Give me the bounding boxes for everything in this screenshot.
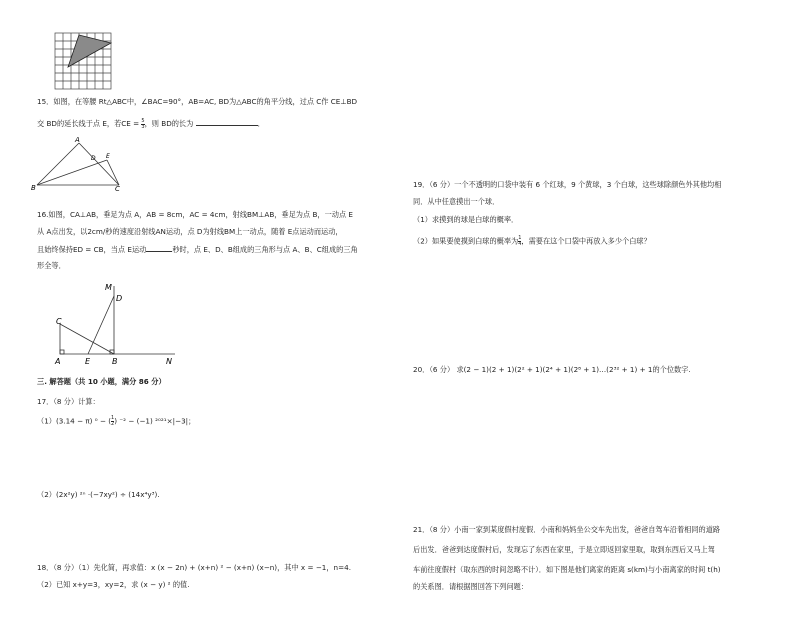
q15-label-A: A: [75, 136, 80, 144]
q16-label-D: D: [116, 294, 123, 303]
q19-part2-pre: （2）如果要使摸到白球的概率为: [413, 236, 519, 246]
q15-line2: [37, 118, 265, 130]
q15-frac-num: 5: [141, 117, 145, 124]
q21-line4: 的关系图．请根据图回答下列问题：: [413, 582, 529, 591]
q21-line1: 21．（8 分）小南一家到某度假村度假．小南和妈妈坐公交车先出发，爸爸自驾车沿着相同的道路: [413, 525, 721, 534]
q16-label-C: C: [56, 317, 62, 326]
q15-triangle-figure: [31, 136, 134, 193]
q19-frac-den: 4: [518, 241, 522, 247]
q19-frac-num: 1: [518, 235, 522, 241]
q19-line2: 同．从中任意摸出一个球．: [413, 197, 500, 206]
q15-answer-blank[interactable]: [196, 118, 258, 126]
q17-frac-num: 1: [111, 415, 115, 421]
q19-part2-post: ，需要在这个口袋中再放入多少个白球？: [521, 236, 651, 246]
q15-line2-post: ，则 BD的长为: [144, 119, 194, 128]
q21-line2: 后出发．爸爸到达度假村后，发现忘了东西在家里，于是立即返回家里取，取到东西后又马上驾: [413, 545, 715, 554]
q21-line3: 车前往度假村（取东西的时间忽略不计）．如下图是他们离家的距离 s(km)与小南离家的时间 t(h): [413, 565, 721, 574]
shaded-triangle: [68, 35, 111, 67]
q17-frac-den: 2: [111, 421, 115, 427]
q15-label-C: C: [115, 185, 120, 193]
q16-label-N: N: [166, 357, 172, 366]
q16-line4: 形全等．: [37, 261, 66, 270]
q17-title: 17．（8 分）计算：: [37, 397, 100, 406]
q16-line2: 从 A点出发，以2cm/秒的速度沿射线AN运动，点 D为射线BM上一动点，随着 E点运动而运动，: [37, 227, 343, 236]
q16-label-A: A: [55, 357, 61, 366]
grid-figure: [55, 33, 115, 93]
q17-part1-pre: （1）(3.14 − π) ⁰ − (: [37, 416, 112, 426]
q16-line1: 16.如图，CA⊥AB，垂足为点 A，AB = 8cm，AC = 4cm，射线BM⊥AB，垂足为点 B，一动点 E: [37, 210, 353, 219]
q15-line2-end: ．: [257, 119, 265, 128]
q15-label-E: E: [106, 153, 110, 160]
q17-part1-post: ) ⁻² − (−1) ²⁰²¹×|−3|；: [114, 416, 196, 426]
q19-part2: [413, 236, 651, 247]
q15-label-B: B: [31, 184, 36, 192]
q18-line1: 18．（8 分）（1）先化简，再求值：x (x − 2n) + (x+n) ² − (x+n) (x−n)，其中 x = −1，n=4.: [37, 563, 351, 572]
q20-text: 20．（6 分） 求(2 − 1)(2 + 1)(2² + 1)(2⁴ + 1)(2⁸ + 1)…(2³² + 1) + 1的个位数字.: [413, 365, 691, 374]
q17-part1: [37, 416, 195, 427]
q15-frac-den: 3: [141, 123, 145, 130]
q16-line3-pre: 且始终保持ED = CB，当点 E运动: [37, 245, 147, 254]
q16-label-B: B: [112, 357, 118, 366]
q16-label-E: E: [85, 357, 91, 366]
q16-line3-post: 秒时，点 E、D、B组成的三角形与点 A、B、C组成的三角: [172, 245, 358, 254]
q18-line2: （2）已知 x+y=3，xy=2，求 (x − y) ² 的值.: [37, 580, 190, 589]
q19-part1: （1）求摸到的球是白球的概率．: [413, 215, 519, 224]
q15-line2-pre: 交 BD的延长线于点 E，若CE =: [37, 119, 142, 128]
q15-line1: 15．如图，在等腰 Rt△ABC中，∠BAC=90°，AB=AC, BD为△ABC的角平分线，过点 C作 CE⊥BD: [37, 97, 358, 106]
q16-line3: [37, 244, 358, 255]
q16-label-M: M: [105, 283, 112, 292]
q16-figure: [50, 282, 200, 372]
q16-answer-blank[interactable]: [146, 244, 172, 252]
q15-label-D: D: [91, 155, 96, 162]
q17-part2: （2）(2x²y) ²ⁿ ·(−7xy²) ÷ (14x⁴y³).: [37, 490, 160, 499]
q19-line1: 19．（6 分）一个不透明的口袋中装有 6 个红球，9 个黄球，3 个白球，这些球除颜色外其他均相: [413, 180, 722, 189]
section3-heading: 三. 解答题（共 10 小题，满分 86 分）: [37, 377, 166, 386]
